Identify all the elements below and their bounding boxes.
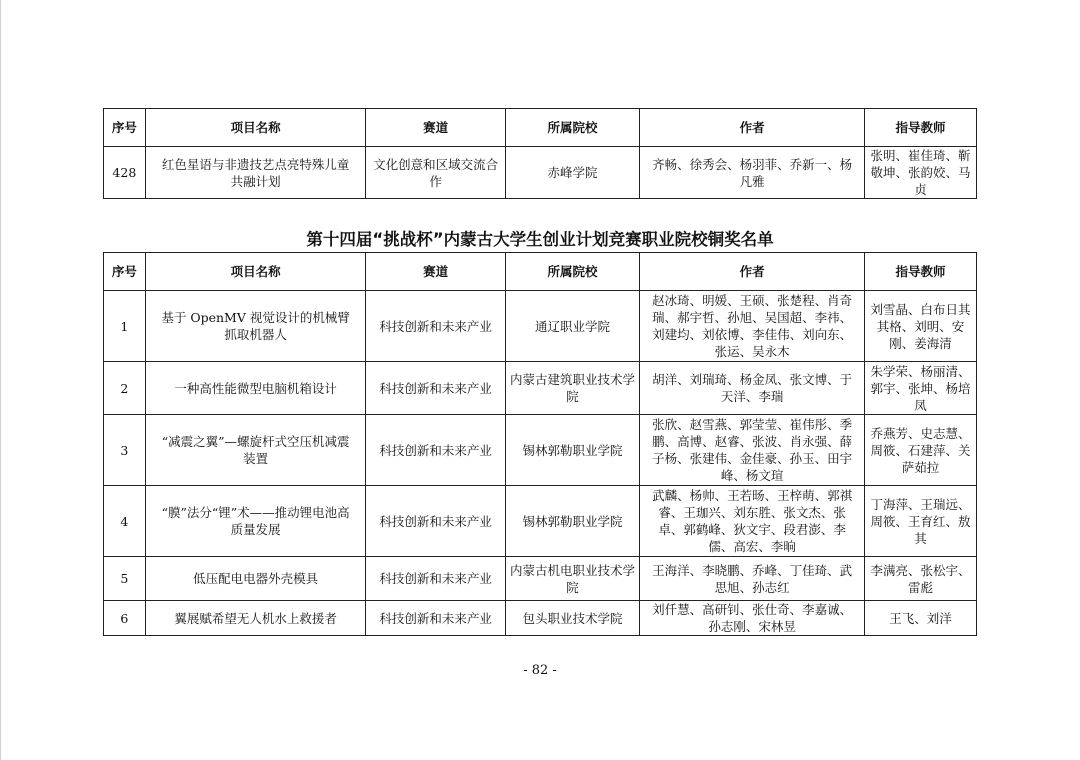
cell-track: 科技创新和未来产业 [366, 557, 505, 601]
header-no: 序号 [104, 253, 146, 291]
table-header-row [104, 109, 977, 147]
cell-authors: 胡洋、刘瑞琦、杨金凤、张文博、于天洋、李瑞 [640, 362, 865, 415]
header-project-name: 项目名称 [145, 253, 366, 291]
cell-track: 科技创新和未来产业 [366, 601, 505, 636]
header-no: 序号 [104, 109, 146, 147]
cell-track: 科技创新和未来产业 [366, 291, 505, 362]
section-title: 第十四届“挑战杯”内蒙古大学生创业计划竞赛职业院校铜奖名单 [306, 230, 774, 249]
header-authors: 作者 [640, 109, 865, 147]
cell-advisors: 刘雪晶、白布日其其格、刘明、安刚、姜海清 [865, 291, 977, 362]
header-project-name: 项目名称 [145, 109, 366, 147]
table-row [104, 291, 977, 362]
cell-project-name: 低压配电电器外壳模具 [145, 557, 366, 601]
table-row [104, 147, 977, 199]
cell-no: 4 [104, 486, 146, 557]
table-row [104, 486, 977, 557]
cell-no: 3 [104, 415, 146, 486]
cell-advisors: 张明、崔佳琦、靳敬坤、张韵姣、马贞 [865, 147, 977, 199]
cell-authors: 武麟、杨帅、王若旸、王梓萌、郭祺睿、王珈兴、刘东胜、张文杰、张卓、郭鹤峰、狄文宇、段君澎、李儒、高宏、李晌 [640, 486, 865, 557]
table-row [104, 557, 977, 601]
cell-school: 锡林郭勒职业学院 [505, 415, 639, 486]
cell-school: 内蒙古建筑职业技术学院 [505, 362, 639, 415]
cell-advisors: 乔燕芳、史志慧、周筱、石建萍、关萨茹拉 [865, 415, 977, 486]
cell-project-name: 基于 OpenMV 视觉设计的机械臂抓取机器人 [145, 291, 366, 362]
cell-advisors: 朱学荣、杨丽清、郭宇、张坤、杨培凤 [865, 362, 977, 415]
cell-advisors: 李满亮、张松宇、雷彪 [865, 557, 977, 601]
cell-school: 锡林郭勒职业学院 [505, 486, 639, 557]
header-track: 赛道 [366, 109, 505, 147]
cell-track: 科技创新和未来产业 [366, 415, 505, 486]
page-number: - 82 - [523, 663, 557, 678]
cell-authors: 张欣、赵雪燕、郭莹莹、崔伟彤、季鹏、高博、赵睿、张波、肖永强、薛子杨、张建伟、金佳豪、孙玉、田宇峰、杨文瑄 [640, 415, 865, 486]
header-school: 所属院校 [505, 109, 639, 147]
table-row [104, 415, 977, 486]
cell-project-name: 一种高性能微型电脑机箱设计 [145, 362, 366, 415]
cell-authors: 王海洋、李晓鹏、乔峰、丁佳琦、武思旭、孙志红 [640, 557, 865, 601]
cell-no: 2 [104, 362, 146, 415]
cell-no: 428 [104, 147, 146, 199]
header-track: 赛道 [366, 253, 505, 291]
cell-project-name: “膜”法分“锂”术——推动锂电池高质量发展 [145, 486, 366, 557]
cell-project-name: 红色星语与非遗技艺点亮特殊儿童共融计划 [145, 147, 366, 199]
cell-authors: 刘仟慧、高研钊、张仕奇、李嘉诚、孙志刚、宋林昱 [640, 601, 865, 636]
table-row [104, 362, 977, 415]
header-advisors: 指导教师 [865, 109, 977, 147]
cell-advisors: 王飞、刘洋 [865, 601, 977, 636]
cell-school: 内蒙古机电职业技术学院 [505, 557, 639, 601]
table-row [104, 601, 977, 636]
cell-advisors: 丁海萍、王瑞远、周筱、王育红、敖其 [865, 486, 977, 557]
cell-track: 科技创新和未来产业 [366, 362, 505, 415]
header-school: 所属院校 [505, 253, 639, 291]
cell-track: 科技创新和未来产业 [366, 486, 505, 557]
bronze-award-table [103, 252, 977, 636]
cell-authors: 齐畅、徐秀会、杨羽菲、乔新一、杨凡雅 [640, 147, 865, 199]
cell-school: 通辽职业学院 [505, 291, 639, 362]
cell-track: 文化创意和区域交流合作 [366, 147, 505, 199]
cell-authors: 赵冰琦、明媛、王硕、张楚程、肖奇瑞、郝宇哲、孙旭、吴国超、李祎、刘建均、刘依博、李佳伟、刘向东、张运、吴永木 [640, 291, 865, 362]
cell-school: 包头职业技术学院 [505, 601, 639, 636]
cell-project-name: 翼展赋希望无人机水上救援者 [145, 601, 366, 636]
cell-no: 5 [104, 557, 146, 601]
continued-award-table [103, 108, 977, 199]
cell-project-name: “减震之翼”—螺旋杆式空压机减震装置 [145, 415, 366, 486]
header-authors: 作者 [640, 253, 865, 291]
cell-no: 1 [104, 291, 146, 362]
header-advisors: 指导教师 [865, 253, 977, 291]
table-header-row [104, 253, 977, 291]
page-edge [0, 0, 1, 760]
cell-no: 6 [104, 601, 146, 636]
cell-school: 赤峰学院 [505, 147, 639, 199]
